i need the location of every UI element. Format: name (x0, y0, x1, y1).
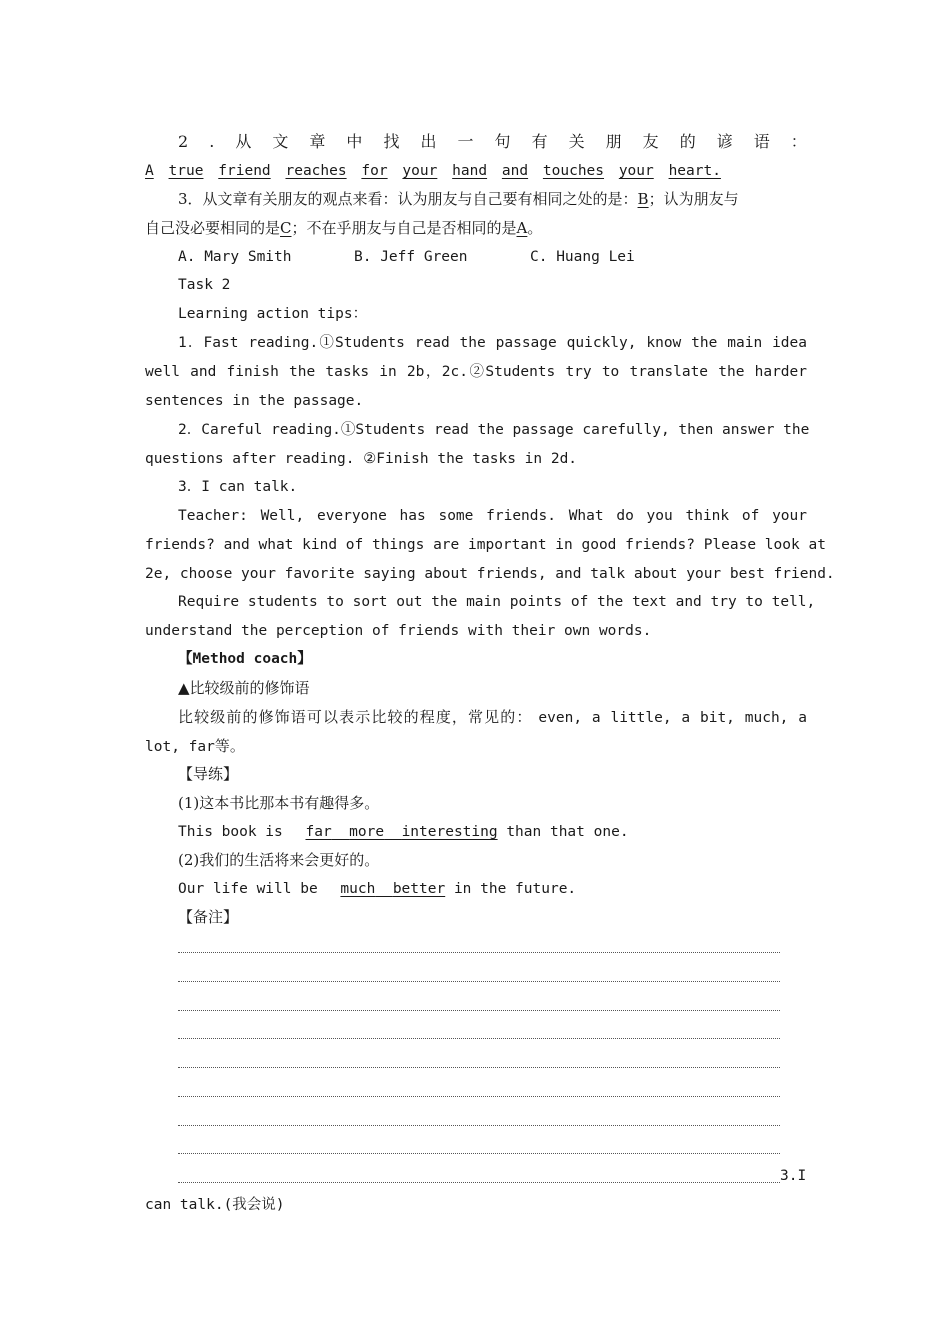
q2-answer-word: for (361, 163, 388, 179)
tip1-line1: 1．Fast reading.①Students read the passage quickly, know the main idea (178, 335, 807, 351)
notes-line[interactable] (178, 1153, 780, 1154)
q3-line2-prefix: 自己没必要相同的是 (145, 219, 281, 237)
practice-q2-blank (340, 881, 445, 897)
q3-answer2: C (280, 219, 292, 237)
q2-answer-word: and (501, 163, 529, 179)
notes-line[interactable] (178, 1125, 780, 1126)
q3-line1-prefix: 3．从文章有关朋友的观点来看：认为朋友与自己要有相同之处的是： (178, 190, 638, 208)
method-desc-cn2: 等。 (214, 737, 245, 755)
q2-answer-word: reaches (285, 163, 347, 179)
practice-q2-blank-word1: much (340, 881, 376, 897)
q2-answer-word: hand (452, 163, 488, 179)
method-subheading: ▲比较级前的修饰语 (178, 679, 310, 697)
task2-heading: Task 2 (178, 277, 231, 293)
notes-line[interactable] (178, 1096, 780, 1097)
q2-answer-word: A (145, 163, 154, 179)
tip3-require-line1: Require students to sort out the main points of the text and try to tell, (178, 594, 816, 610)
method-desc-line2 (145, 736, 807, 757)
q3-line2-middle: ；不在乎朋友与自己是否相同的是 (291, 219, 517, 237)
notes-heading: 【备注】 (178, 908, 239, 926)
q2-prompt-char: 一 (457, 132, 474, 151)
notes-line[interactable] (178, 1067, 780, 1068)
practice-heading: 【导练】 (178, 765, 239, 783)
notes-line[interactable] (178, 981, 780, 982)
q3-line2 (145, 218, 807, 238)
q3-option-a: A. Mary Smith (178, 249, 292, 265)
tip1-line3: sentences in the passage. (145, 393, 364, 409)
tip3-teacher-line2: friends? and what kind of things are important in good friends? Please look at (145, 537, 826, 553)
q2-prompt-char: ： (790, 132, 807, 151)
practice-q1-blank-word3: interesting (401, 824, 498, 840)
q2-answer (145, 161, 721, 181)
method-desc-line1 (178, 707, 807, 728)
q2-prompt-char: 中 (346, 132, 363, 151)
q3-line1 (178, 189, 807, 209)
q2-dot: . (209, 132, 215, 151)
q2-answer-word: touches (542, 163, 605, 179)
q2-prompt-char: 关 (568, 132, 585, 151)
q2-prompt (145, 132, 807, 152)
practice-q2-prefix: Our life will be (178, 881, 318, 897)
q3-line2-suffix: 。 (527, 219, 543, 237)
practice-q1-suffix: than that one. (506, 824, 629, 840)
q2-prompt-char: 从 (235, 132, 252, 151)
tip3-teacher-line1: Teacher: Well, everyone has some friends. What do you think of your (178, 508, 807, 524)
notes-line[interactable] (178, 1182, 780, 1183)
practice-q1-blank-word2: more (349, 824, 385, 840)
practice-q2-en (178, 879, 807, 899)
tip3-teacher-line3: 2e, choose your favorite saying about friends, and talk about your best friend. (145, 566, 835, 582)
tip3-require-line2: understand the perception of friends with their own words. (145, 623, 652, 639)
tip1-line2: well and finish the tasks in 2b，2c.②Students try to translate the harder (145, 364, 807, 380)
q2-prompt-char: 出 (420, 132, 437, 151)
notes-line[interactable] (178, 1038, 780, 1039)
q3-answer1: B (637, 190, 649, 208)
q2-answer-word: friend (218, 163, 271, 179)
q2-answer-word: heart. (668, 163, 721, 179)
q2-prompt-char: 的 (679, 132, 696, 151)
notes-trailing-text: 3.I (780, 1168, 807, 1184)
q2-answer-word: your (618, 163, 654, 179)
practice-q2-suffix: in the future. (453, 881, 577, 897)
practice-q1-blank (306, 824, 498, 840)
task2-tips-label: Learning action tips： (178, 306, 368, 322)
q2-prompt-char: 朋 (605, 132, 622, 151)
q2-prompt-char: 找 (383, 132, 400, 151)
method-desc-cn: 比较级前的修饰语可以表示比较的程度，常见的： (178, 708, 533, 726)
q3-option-b: B. Jeff Green (354, 249, 468, 265)
practice-q1-prefix: This book is (178, 824, 283, 840)
notes-line[interactable] (178, 952, 780, 953)
practice-q1-blank-word1: far (305, 824, 332, 840)
q2-prompt-char: 文 (272, 132, 289, 151)
q3-answer3: A (516, 219, 528, 237)
practice-q1-en (178, 822, 807, 842)
q2-prompt-char: 友 (642, 132, 659, 151)
method-heading: 【Method coach】 (178, 651, 312, 667)
q3-options (178, 247, 807, 267)
q2-number: 2 (178, 132, 189, 151)
method-desc-en2: lot, far (145, 739, 215, 755)
tip2-line1: 2．Careful reading.①Students read the passage carefully, then answer the (178, 422, 810, 438)
q2-answer-word: your (402, 163, 438, 179)
notes-next-line: can talk.(我会说) (145, 1197, 285, 1213)
q2-prompt-char: 章 (309, 132, 326, 151)
tip2-line2: questions after reading. ②Finish the tasks in 2d. (145, 451, 578, 467)
practice-q1-cn: (1)这本书比那本书有趣得多。 (178, 794, 380, 812)
q2-prompt-char: 句 (494, 132, 511, 151)
practice-q2-cn: (2)我们的生活将来会更好的。 (178, 851, 380, 869)
q3-option-c: C. Huang Lei (530, 249, 635, 265)
q3-line1-suffix: ；认为朋友与 (648, 190, 739, 208)
method-desc-en: even, a little, a bit, much, a (538, 710, 807, 726)
q2-answer-word: true (168, 163, 204, 179)
notes-line[interactable] (178, 1010, 780, 1011)
q2-prompt-char: 谚 (716, 132, 733, 151)
practice-q2-blank-word2: better (392, 881, 446, 897)
q2-prompt-char: 语 (753, 132, 770, 151)
tip3-line1: 3．I can talk. (178, 479, 298, 495)
q2-prompt-char: 有 (531, 132, 548, 151)
